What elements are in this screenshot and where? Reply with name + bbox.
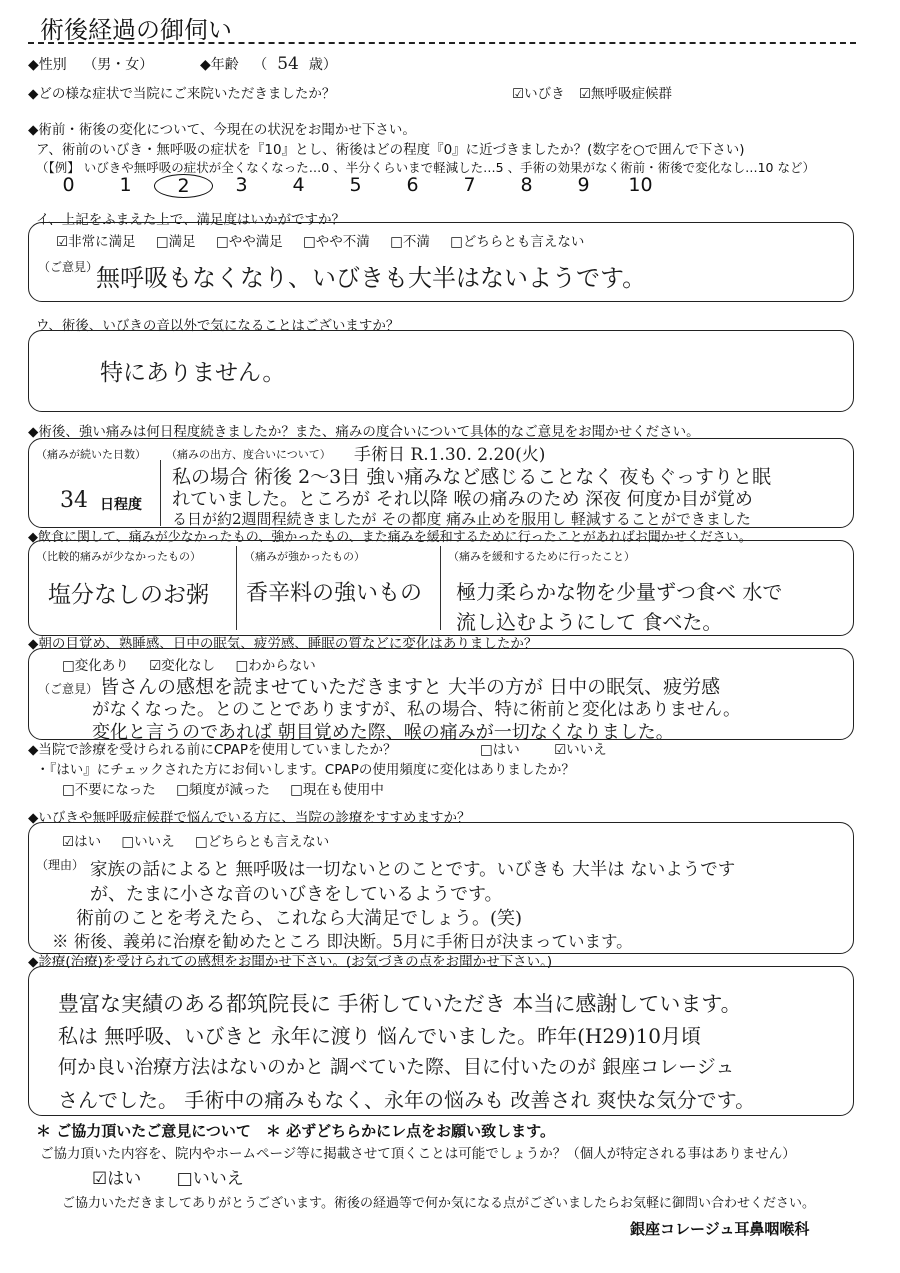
diet-question: ◆飲食に関して、痛みが少なかったもの、強かったもの、また痛みを緩和するために行ったことがあればお聞かせください。 bbox=[28, 530, 752, 545]
recommend-question: ◆いびきや無呼吸症候群で悩んでいる方に、当院の診療をすすめますか？ bbox=[28, 810, 471, 826]
diet-divider-2 bbox=[440, 546, 441, 630]
satisfaction-very-checkbox[interactable]: ☑非常に満足 bbox=[56, 234, 136, 250]
pain-detail-line-2: れていました。ところが それ以降 喉の痛みのため 深夜 何度か目が覚め bbox=[172, 489, 753, 510]
publish-options bbox=[92, 1164, 244, 1189]
impression-line-3: 何か良い治療方法はないのかと 調べていた際、目に付いたのが 銀座コレージュ bbox=[58, 1056, 735, 1078]
scale-option-6[interactable]: 6 bbox=[406, 174, 419, 196]
age-value: 54 bbox=[277, 54, 299, 74]
recommend-neutral-checkbox[interactable]: □どちらとも言えない bbox=[194, 834, 330, 850]
age-label: ◆年齢 bbox=[200, 57, 239, 73]
gender-row bbox=[28, 54, 153, 74]
clinic-name: 銀座コレージュ耳鼻咽喉科 bbox=[630, 1220, 810, 1238]
age-row: ◆年齢 （ 54 歳） bbox=[200, 54, 337, 74]
diet-relief-line-1: 極力柔らかな物を少量ずつ食べ 水で bbox=[456, 580, 783, 604]
cpap-options bbox=[480, 738, 607, 758]
scale-option-9[interactable]: 9 bbox=[577, 174, 590, 196]
impression-line-2: 私は 無呼吸、いびきと 永年に渡り 悩んでいました。昨年(H29)10月頃 bbox=[58, 1024, 702, 1048]
change-question-a: ア、術前のいびき・無呼吸の症状を『10』とし、術後はどの程度『0』に近づきましたか？(数字を○で囲んで下さい) bbox=[36, 142, 745, 158]
satisfaction-opinion: 無呼吸もなくなり、いびきも大半はないようです。 bbox=[96, 264, 647, 292]
cpap-no-checkbox[interactable]: ☑いいえ bbox=[554, 742, 607, 758]
diet-high-label: （痛みが強かったもの） bbox=[244, 550, 365, 563]
cpap-yes-checkbox[interactable]: □はい bbox=[480, 742, 520, 758]
recommend-options bbox=[62, 830, 345, 850]
symptoms-question: ◆どの様な症状で当院にご来院いただきましたか？ bbox=[28, 86, 336, 102]
pain-days-unit: 日程度 bbox=[100, 497, 142, 513]
title-underline bbox=[28, 42, 856, 44]
cpap-follow-up: ・『はい』にチェックされた方にお伺いします。CPAPの使用頻度に変化はありましたか？ bbox=[36, 762, 575, 778]
symptom-apnea-checkbox[interactable]: ☑無呼吸症候群 bbox=[578, 86, 673, 102]
impression-line-4: さんでした。 手術中の痛みもなく、永年の悩みも 改善され 爽快な気分です。 bbox=[58, 1088, 756, 1112]
cpap-question: ◆当院で診療を受けられる前にCPAPを使用していましたか？ bbox=[28, 742, 397, 758]
page-title: 術後経過の御伺い bbox=[40, 16, 232, 44]
satisfaction-satisfied-checkbox[interactable]: □満足 bbox=[155, 234, 196, 250]
surgery-date: 手術日 R.1.30. 2.20(火) bbox=[354, 445, 546, 465]
satisfaction-question: イ、上記をふまえた上で、満足度はいかがですか？ bbox=[36, 212, 346, 228]
sleep-line-3: 変化と言うのであれば 朝目覚めた際、喉の痛みが一切なくなりました。 bbox=[92, 722, 674, 743]
symptom-scale bbox=[40, 174, 669, 198]
pain-days-label: （痛みが続いた日数） bbox=[36, 448, 146, 461]
pain-question: ◆術後、強い痛みは何日程度続きましたか？また、痛みの度合いについて具体的なご意見をお聞かせください。 bbox=[28, 424, 700, 440]
scale-option-1[interactable]: 1 bbox=[119, 174, 132, 196]
diet-relief-line-2: 流し込むようにして 食べた。 bbox=[456, 610, 723, 634]
diet-high-answer: 香辛料の強いもの bbox=[246, 581, 423, 606]
gender-label: ◆性別 bbox=[28, 57, 67, 73]
recommend-line-3: 術前のことを考えたら、これなら大満足でしょう。(笑) bbox=[76, 908, 523, 929]
sleep-question: ◆朝の目覚め、熟睡感、日中の眠気、疲労感、睡眠の質などに変化はありましたか？ bbox=[28, 636, 538, 652]
symptoms-options bbox=[512, 82, 672, 102]
sleep-changed-checkbox[interactable]: □変化あり bbox=[62, 658, 129, 674]
publish-no-checkbox[interactable]: □いいえ bbox=[176, 1169, 244, 1189]
pain-detail-label: （痛みの出方、度合いについて） bbox=[166, 448, 331, 461]
cpap-still-using-checkbox[interactable]: □現在も使用中 bbox=[290, 782, 384, 798]
scale-option-0[interactable]: 0 bbox=[62, 174, 75, 196]
footer-notice: ＊ ご協力頂いたご意見について ＊ 必ずどちらかにレ点をお願い致します。 bbox=[36, 1122, 555, 1140]
other-question: ウ、術後、いびきの音以外で気になることはございますか？ bbox=[36, 318, 400, 334]
diet-divider-1 bbox=[236, 546, 237, 630]
diet-low-label: （比較的痛みが少なかったもの） bbox=[36, 550, 201, 563]
satisfaction-somewhat-checkbox[interactable]: □やや満足 bbox=[215, 234, 283, 250]
scale-option-4[interactable]: 4 bbox=[292, 174, 305, 196]
age-unit: 歳 bbox=[308, 57, 323, 73]
scale-option-7[interactable]: 7 bbox=[463, 174, 476, 196]
cpap-reduced-checkbox[interactable]: □頻度が減った bbox=[176, 782, 270, 798]
sleep-options bbox=[62, 654, 332, 674]
scale-option-5[interactable]: 5 bbox=[349, 174, 362, 196]
scale-option-8[interactable]: 8 bbox=[520, 174, 533, 196]
pain-detail-line-1: 私の場合 術後 2〜3日 強い痛みなど感じることなく 夜もぐっすりと眠 bbox=[172, 466, 771, 488]
gender-options: （男・女） bbox=[83, 57, 154, 73]
change-example: （【例】 いびきや無呼吸の症状が全くなくなった…0 、半分くらいまで軽減した…5 、手術の効果がなく術前・術後で変化なし…10 など） bbox=[36, 160, 815, 175]
recommend-yes-checkbox[interactable]: ☑はい bbox=[62, 834, 102, 850]
cpap-follow-options bbox=[62, 778, 400, 798]
satisfaction-somewhat-dissatisfied-checkbox[interactable]: □やや不満 bbox=[303, 234, 370, 250]
sleep-no-change-checkbox[interactable]: ☑変化なし bbox=[149, 658, 216, 674]
sleep-unknown-checkbox[interactable]: □わからない bbox=[235, 658, 316, 674]
scale-option-3[interactable]: 3 bbox=[235, 174, 248, 196]
satisfaction-options bbox=[56, 230, 600, 250]
footer-thanks: ご協力いただきましてありがとうございます。術後の経過等で何か気になる点がございましたらお気軽に御問い合わせください。 bbox=[62, 1196, 815, 1211]
satisfaction-opinion-label: （ご意見） bbox=[38, 260, 99, 274]
pain-detail-line-3: る日が約2週間程続きましたが その都度 痛み止めを服用し 軽減することができました bbox=[172, 510, 751, 528]
publish-question: ご協力頂いた内容を、院内やホームページ等に掲載させて頂くことは可能でしょうか？（個人が特定される事はありません） bbox=[40, 1146, 796, 1162]
recommend-line-1: 家族の話によると 無呼吸は一切ないとのことです。いびきも 大半は ないようです bbox=[90, 860, 736, 880]
scale-option-2[interactable]: 2 bbox=[154, 174, 213, 198]
satisfaction-neutral-checkbox[interactable]: □どちらとも言えない bbox=[450, 234, 585, 250]
diet-relief-label: （痛みを緩和するために行ったこと） bbox=[448, 550, 635, 563]
change-heading: ◆術前・術後の変化について、今現在の状況をお聞かせ下さい。 bbox=[28, 122, 416, 138]
recommend-line-4: ※ 術後、義弟に治療を勧めたところ 即決断。5月に手術日が決まっています。 bbox=[52, 932, 633, 951]
recommend-line-2: が、たまに小さな音のいびきをしているようです。 bbox=[90, 884, 503, 905]
publish-yes-checkbox[interactable]: ☑はい bbox=[92, 1169, 142, 1189]
pain-divider bbox=[160, 460, 161, 526]
recommend-no-checkbox[interactable]: □いいえ bbox=[121, 834, 175, 850]
sleep-line-1: 皆さんの感想を読ませていただきますと 大半の方が 日中の眠気、疲労感 bbox=[100, 676, 721, 698]
diet-low-answer: 塩分なしのお粥 bbox=[48, 582, 209, 608]
symptom-snoring-checkbox[interactable]: ☑いびき bbox=[512, 86, 565, 102]
impression-question: ◆診療(治療)を受けられての感想をお聞かせ下さい。(お気づきの点をお聞かせ下さい。) bbox=[28, 954, 553, 970]
sleep-opinion-label: （ご意見） bbox=[38, 682, 99, 696]
cpap-unnecessary-checkbox[interactable]: □不要になった bbox=[62, 782, 156, 798]
impression-line-1: 豊富な実績のある都筑院長に 手術していただき 本当に感謝しています。 bbox=[58, 992, 742, 1016]
pain-days-value: 34 bbox=[60, 488, 88, 513]
scale-option-10[interactable]: 10 bbox=[628, 174, 653, 196]
other-answer: 特にありません。 bbox=[100, 360, 286, 386]
satisfaction-dissatisfied-checkbox[interactable]: □不満 bbox=[390, 234, 430, 250]
recommend-reason-label: （理由） bbox=[36, 858, 85, 872]
sleep-line-2: がなくなった。とのことでありますが、私の場合、特に術前と変化はありません。 bbox=[92, 700, 741, 720]
